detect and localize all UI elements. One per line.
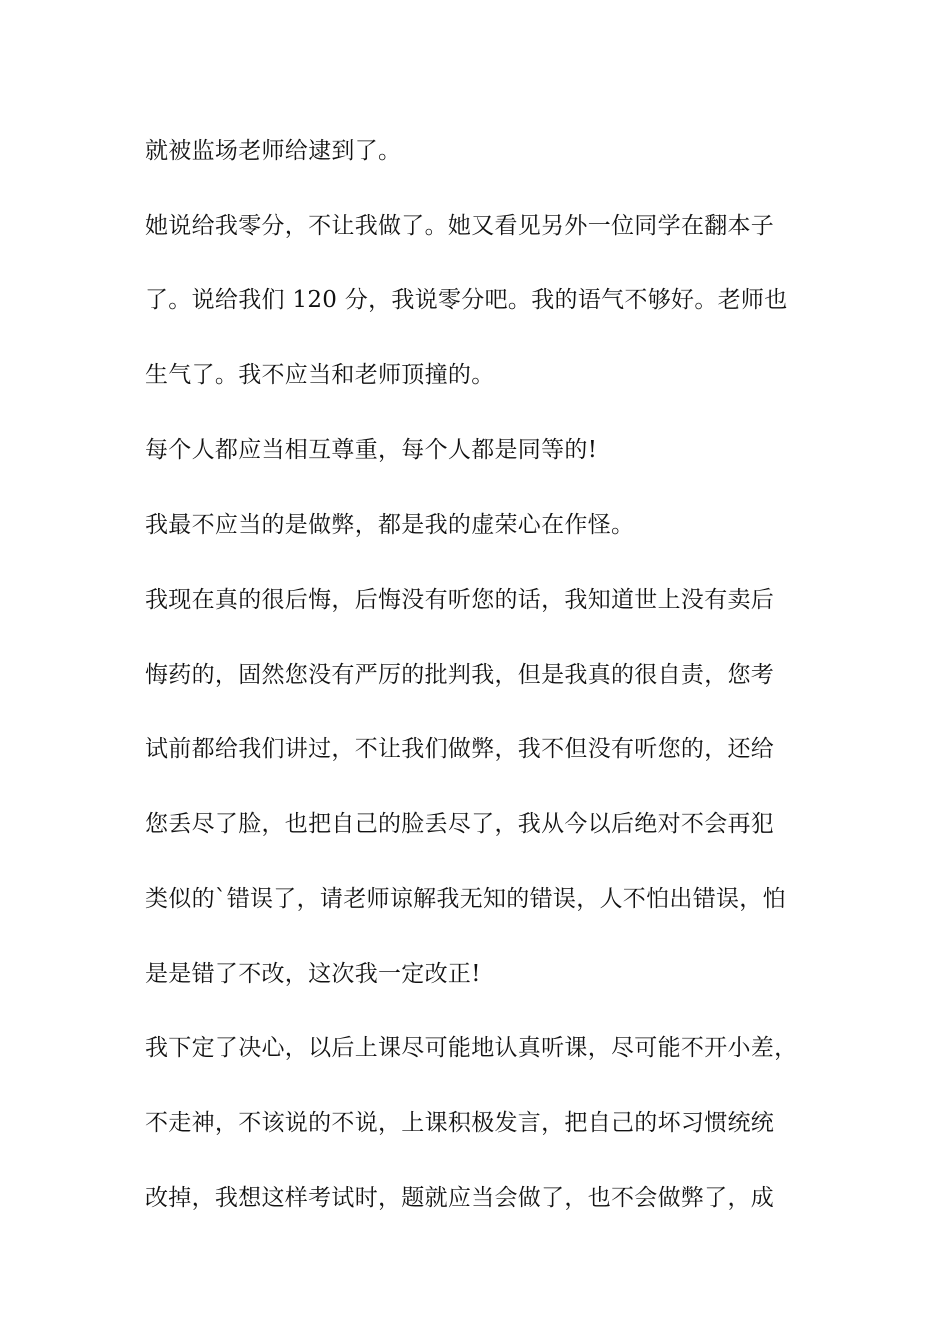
text-line: 您丢尽了脸，也把自己的脸丢尽了，我从今以后绝对不会再犯 [145,811,775,837]
text-line: 是是错了不改，这次我一定改正! [145,961,481,987]
text-line: 她说给我零分，不让我做了。她又看见另外一位同学在翻本子 [145,213,775,239]
text-line: 每个人都应当相互尊重，每个人都是同等的! [145,437,598,463]
text-line: 生气了。我不应当和老师顶撞的。 [145,362,495,388]
text-line: 改掉，我想这样考试时，题就应当会做了，也不会做弊了，成 [145,1185,775,1211]
text-line: 我下定了决心，以后上课尽可能地认真听课，尽可能不开小差， [145,1035,798,1061]
text-line: 了。说给我们 120 分，我说零分吧。我的语气不够好。老师也 [145,287,788,313]
text-line: 类似的`错误了，请老师谅解我无知的错误，人不怕出错误，怕 [145,886,786,912]
text-line: 试前都给我们讲过，不让我们做弊，我不但没有听您的，还给 [145,736,775,762]
text-line: 不走神，不该说的不说，上课积极发言，把自己的坏习惯统统 [145,1110,775,1136]
text-line: 我最不应当的是做弊，都是我的虚荣心在作怪。 [145,512,635,538]
text-line: 悔药的，固然您没有严厉的批判我，但是我真的很自责，您考 [145,662,775,688]
text-line: 就被监场老师给逮到了。 [145,138,402,164]
text-line: 我现在真的很后悔，后悔没有听您的话，我知道世上没有卖后 [145,587,775,613]
